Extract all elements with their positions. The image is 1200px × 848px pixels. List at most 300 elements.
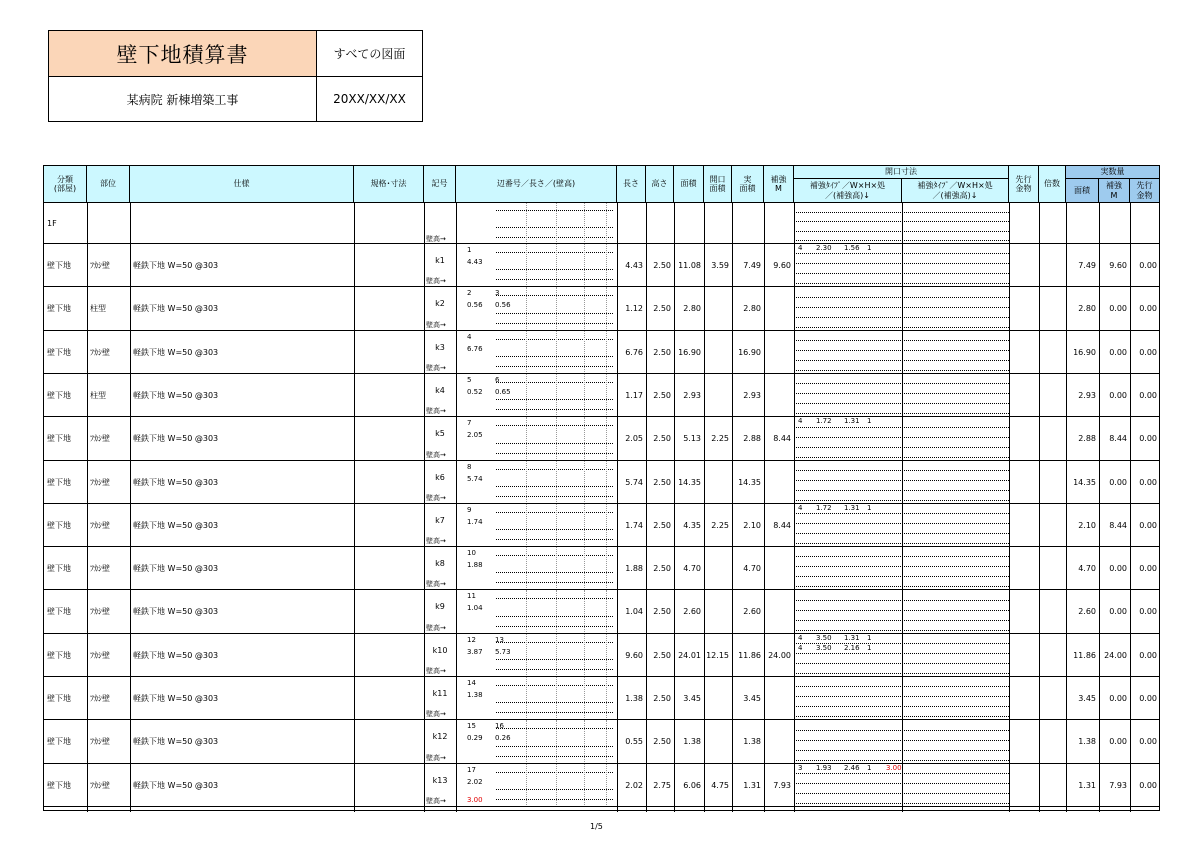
cell-hokyou: 8.44 xyxy=(773,520,791,530)
wall-height-label: 壁高→ xyxy=(426,407,446,415)
cell-kigou: k13 xyxy=(432,775,448,785)
dotted-line xyxy=(496,772,613,773)
dotted-divider xyxy=(556,720,557,762)
cell-j-menseki: 7.49 xyxy=(1078,260,1096,270)
cell-menseki: 6.06 xyxy=(683,780,701,790)
header-baisu: 倍数 xyxy=(1039,166,1066,203)
cell-shiyou: 軽鉄下地 W=50 @303 xyxy=(133,607,219,616)
opening-type: 4 xyxy=(798,504,803,512)
dotted-line xyxy=(794,350,1009,351)
opening-count: 1 xyxy=(867,504,872,512)
cell-hokyou xyxy=(764,677,794,719)
page-number: 1/5 xyxy=(590,822,603,831)
cell-kigou: k9 xyxy=(435,602,445,611)
cell-takasa: 2.50 xyxy=(653,260,671,270)
cell-kaikou-menseki: 12.15 xyxy=(706,650,729,660)
cell-jitsu-menseki: 16.90 xyxy=(738,347,761,357)
cell-menseki: 4.70 xyxy=(683,563,701,573)
dotted-line xyxy=(794,480,1009,481)
cell-jitsu-menseki: 2.60 xyxy=(743,607,761,616)
dotted-divider xyxy=(526,590,527,632)
dotted-line xyxy=(794,773,1009,774)
cell-j-senkou: 0.00 xyxy=(1139,693,1157,703)
opening-type: 4 xyxy=(798,634,803,642)
header-jitsu-menseki: 実 面積 xyxy=(732,166,764,203)
cell-kigou: k6 xyxy=(435,472,445,482)
edge-number: 7 xyxy=(467,419,472,427)
dotted-divider xyxy=(526,461,527,502)
wall-height-label: 壁高→ xyxy=(426,364,446,372)
cell-j-senkou: 0.00 xyxy=(1139,737,1157,746)
dotted-line xyxy=(794,706,1009,707)
dotted-line xyxy=(496,529,613,530)
cell-bunrui: 壁下地 xyxy=(47,390,71,400)
dotted-divider xyxy=(556,590,557,632)
cell-takasa: 2.50 xyxy=(653,563,671,573)
estimate-table xyxy=(43,165,1160,811)
dotted-line xyxy=(794,427,1009,428)
dotted-line xyxy=(794,253,1009,254)
cell-j-menseki: 2.80 xyxy=(1078,304,1096,313)
cell-j-senkou: 0.00 xyxy=(1139,477,1157,487)
dotted-divider xyxy=(584,504,585,545)
cell-j-menseki: 2.10 xyxy=(1078,520,1096,530)
dotted-line xyxy=(496,295,613,296)
dotted-line xyxy=(496,469,613,470)
edge-length: 5.73 xyxy=(495,648,511,656)
cell-shiyou: 軽鉄下地 W=50 @303 xyxy=(133,520,219,530)
cell-shiyou: 軽鉄下地 W=50 @303 xyxy=(133,737,219,746)
cell-hokyou xyxy=(764,720,794,763)
dotted-divider xyxy=(584,590,585,632)
cell-nagasa: 5.74 xyxy=(625,477,643,487)
opening-height: 1.31 xyxy=(844,417,860,425)
cell-bui: ﾌｶｼ壁 xyxy=(90,520,110,530)
edge-number: 9 xyxy=(467,506,472,514)
header-j-senkou: 先行 金物 xyxy=(1130,179,1160,203)
cell-j-hokyou: 0.00 xyxy=(1109,693,1127,703)
opening-type: 4 xyxy=(798,417,803,425)
dotted-line xyxy=(496,789,613,790)
dotted-divider xyxy=(526,547,527,588)
cell-j-menseki: 2.88 xyxy=(1078,434,1096,443)
dotted-line xyxy=(794,600,1009,601)
dotted-divider xyxy=(526,374,527,415)
cell-j-hokyou: 0.00 xyxy=(1109,304,1127,313)
opening-width: 2.30 xyxy=(816,244,832,252)
cell-kaikou-menseki: 3.59 xyxy=(711,260,729,270)
dotted-divider xyxy=(606,203,607,242)
cell-j-senkou: 0.00 xyxy=(1139,650,1157,660)
cell-kaikou-menseki: 2.25 xyxy=(711,434,729,443)
cell-shiyou: 軽鉄下地 W=50 @303 xyxy=(133,347,219,357)
dotted-line xyxy=(496,382,613,383)
cell-j-hokyou: 0.00 xyxy=(1109,347,1127,357)
cell-menseki: 11.08 xyxy=(678,260,701,270)
dotted-line xyxy=(794,750,1009,751)
dotted-line xyxy=(794,556,1009,557)
cell-bunrui: 壁下地 xyxy=(47,607,71,616)
dotted-line xyxy=(496,443,613,444)
dotted-line xyxy=(794,566,1009,567)
table-row xyxy=(44,547,1160,590)
dotted-divider xyxy=(556,374,557,415)
cell-kigou: k11 xyxy=(432,688,448,698)
cell-takasa: 2.50 xyxy=(653,520,671,530)
cell-hokyou xyxy=(764,287,794,330)
dotted-line xyxy=(496,486,613,487)
opening-count: 1 xyxy=(867,764,872,772)
edge-number: 5 xyxy=(467,376,472,384)
dotted-line xyxy=(496,512,613,513)
dotted-line xyxy=(496,598,613,599)
cell-j-menseki: 3.45 xyxy=(1078,693,1096,703)
dotted-line xyxy=(794,740,1009,741)
dotted-divider xyxy=(584,331,585,372)
cell-shiyou: 軽鉄下地 W=50 @303 xyxy=(133,693,219,703)
cell-shiyou: 軽鉄下地 W=50 @303 xyxy=(133,434,219,443)
dotted-divider xyxy=(606,634,607,675)
cell-kaikou-menseki xyxy=(704,677,732,719)
edge-length: 2.02 xyxy=(467,778,483,786)
dotted-divider xyxy=(526,331,527,372)
dotted-line xyxy=(496,539,613,540)
dotted-divider xyxy=(584,461,585,502)
opening-height: 2.46 xyxy=(844,764,860,772)
cell-bunrui: 壁下地 xyxy=(47,737,71,746)
cell-j-hokyou: 8.44 xyxy=(1109,434,1127,443)
dotted-line xyxy=(794,696,1009,697)
edge-length: 0.56 xyxy=(467,301,483,309)
cell-hokyou xyxy=(764,590,794,633)
opening-width: 3.50 xyxy=(816,644,832,652)
cell-j-hokyou: 8.44 xyxy=(1109,520,1127,530)
header-shiyou: 仕様 xyxy=(130,166,354,203)
edge-length: 0.65 xyxy=(495,388,511,396)
cell-nagasa: 1.74 xyxy=(625,520,643,530)
wall-height-label: 壁高→ xyxy=(426,797,446,805)
dotted-line xyxy=(794,263,1009,264)
header-kaikou-sunpou: 開口寸法 xyxy=(794,166,1009,179)
cell-bunrui: 壁下地 xyxy=(47,304,71,313)
edge-length: 2.05 xyxy=(467,431,483,439)
cell-jitsu-menseki: 7.49 xyxy=(743,260,761,270)
header-bunrui: 分類 (部屋) xyxy=(44,166,87,203)
dotted-line xyxy=(794,490,1009,491)
header-hokyou-type-1: 補強ﾀｲﾌﾟ／W×H×処 ／(補強高)↓ xyxy=(794,179,902,203)
dotted-divider xyxy=(556,461,557,502)
cell-hokyou: 7.93 xyxy=(773,780,791,790)
dotted-divider xyxy=(556,504,557,545)
edge-length: 1.04 xyxy=(467,604,483,612)
floor-label: 1F xyxy=(47,218,57,228)
cell-j-senkou: 0.00 xyxy=(1139,607,1157,616)
dotted-line xyxy=(496,582,613,583)
header-hen: 辺番号／長さ／(壁高) xyxy=(456,166,617,203)
cell-j-hokyou: 24.00 xyxy=(1104,650,1127,660)
cell-bui: ﾌｶｼ壁 xyxy=(90,563,110,573)
cell-kaikou-menseki xyxy=(704,331,732,373)
dotted-divider xyxy=(556,203,557,242)
cell-kigou: k12 xyxy=(432,732,448,741)
floor-row xyxy=(44,203,1160,244)
cell-jitsu-menseki: 11.86 xyxy=(738,650,761,660)
header-hokyou: 補強 M xyxy=(764,166,794,203)
cell-j-senkou: 0.00 xyxy=(1139,563,1157,573)
table-row xyxy=(44,504,1160,547)
cell-jitsu-menseki: 1.31 xyxy=(743,780,761,790)
edge-length: 3.87 xyxy=(467,648,483,656)
edge-number: 16 xyxy=(495,722,504,730)
dotted-line xyxy=(794,273,1009,274)
dotted-line xyxy=(794,730,1009,731)
edge-length: 0.52 xyxy=(467,388,483,396)
cell-hokyou xyxy=(764,331,794,373)
cell-bunrui: 壁下地 xyxy=(47,477,71,487)
cell-hokyou: 24.00 xyxy=(768,650,791,660)
opening-width: 1.72 xyxy=(816,504,832,512)
table-row xyxy=(44,331,1160,374)
cell-bunrui: 壁下地 xyxy=(47,347,71,357)
edge-length: 1.74 xyxy=(467,518,483,526)
cell-hokyou xyxy=(764,547,794,589)
cell-kigou: k10 xyxy=(432,645,448,655)
cell-jitsu-menseki: 14.35 xyxy=(738,477,761,487)
cell-nagasa: 2.05 xyxy=(625,434,643,443)
dotted-line xyxy=(496,702,613,703)
table-row xyxy=(44,764,1160,807)
wall-height-label: 壁高→ xyxy=(426,235,446,243)
dotted-divider xyxy=(584,417,585,459)
dotted-line xyxy=(496,626,613,627)
edge-length: 1.38 xyxy=(467,691,483,699)
cell-shiyou: 軽鉄下地 W=50 @303 xyxy=(133,563,219,573)
cell-menseki: 24.01 xyxy=(678,650,701,660)
dotted-line xyxy=(794,413,1009,414)
cell-j-menseki: 1.31 xyxy=(1078,780,1096,790)
opening-type: 4 xyxy=(798,244,803,252)
cell-nagasa: 1.88 xyxy=(625,563,643,573)
dotted-divider xyxy=(584,287,585,329)
table-row xyxy=(44,677,1160,720)
dotted-line xyxy=(794,673,1009,674)
cell-nagasa: 4.43 xyxy=(625,260,643,270)
header-jissuuryou: 実数量 xyxy=(1066,166,1160,179)
cell-jitsu-menseki: 1.38 xyxy=(743,737,761,746)
cell-menseki: 3.45 xyxy=(683,693,701,703)
dotted-divider xyxy=(556,634,557,675)
header-kaikou-menseki: 開口 面積 xyxy=(704,166,732,203)
cell-shiyou: 軽鉄下地 W=50 @303 xyxy=(133,390,219,400)
dotted-line xyxy=(794,240,1009,241)
wall-height-label: 壁高→ xyxy=(426,451,446,459)
dotted-divider xyxy=(584,374,585,415)
dotted-divider xyxy=(556,547,557,588)
dotted-line xyxy=(496,669,613,670)
dotted-divider xyxy=(606,547,607,588)
header-j-menseki: 面積 xyxy=(1066,179,1099,203)
dotted-line xyxy=(794,543,1009,544)
dotted-line xyxy=(496,323,613,324)
dotted-line xyxy=(496,252,613,253)
cell-kaikou-menseki xyxy=(704,287,732,330)
cell-kaikou-menseki xyxy=(704,547,732,589)
wall-height-label: 壁高→ xyxy=(426,494,446,502)
dotted-divider xyxy=(606,504,607,545)
cell-menseki: 2.80 xyxy=(683,304,701,313)
wall-height-label: 壁高→ xyxy=(426,710,446,718)
dotted-divider xyxy=(606,244,607,285)
dotted-line xyxy=(794,513,1009,514)
dotted-divider xyxy=(526,720,527,762)
table-row xyxy=(44,634,1160,677)
cell-bunrui: 壁下地 xyxy=(47,650,71,660)
dotted-line xyxy=(496,756,613,757)
dotted-line xyxy=(794,283,1009,284)
dotted-line xyxy=(496,210,613,211)
edge-number: 2 xyxy=(467,289,472,297)
cell-hokyou xyxy=(764,461,794,503)
dotted-divider xyxy=(606,590,607,632)
cell-nagasa: 0.55 xyxy=(625,737,643,746)
dotted-divider xyxy=(556,287,557,329)
table-row xyxy=(44,720,1160,764)
cell-takasa: 2.50 xyxy=(653,347,671,357)
cell-bui: ﾌｶｼ壁 xyxy=(90,477,110,487)
cell-jitsu-menseki: 3.45 xyxy=(743,693,761,703)
dotted-line xyxy=(794,630,1009,631)
dotted-line xyxy=(794,576,1009,577)
opening-count: 1 xyxy=(867,417,872,425)
dotted-line xyxy=(794,231,1009,232)
cell-menseki: 1.38 xyxy=(683,737,701,746)
header-takasa: 高さ xyxy=(646,166,674,203)
wall-height-label: 壁高→ xyxy=(426,624,446,632)
cell-nagasa: 6.76 xyxy=(625,347,643,357)
cell-shiyou: 軽鉄下地 W=50 @303 xyxy=(133,260,219,270)
dotted-line xyxy=(794,523,1009,524)
edge-length: 0.56 xyxy=(495,301,511,309)
cell-hokyou: 9.60 xyxy=(773,260,791,270)
cell-menseki: 16.90 xyxy=(678,347,701,357)
dotted-line xyxy=(794,470,1009,471)
dotted-divider xyxy=(556,764,557,805)
dotted-divider xyxy=(606,720,607,762)
opening-height: 1.31 xyxy=(844,634,860,642)
table-row xyxy=(44,374,1160,417)
cell-kigou: k1 xyxy=(435,255,445,265)
dotted-divider xyxy=(584,720,585,762)
edge-number: 14 xyxy=(467,679,476,687)
cell-j-hokyou: 9.60 xyxy=(1109,260,1127,270)
dotted-divider xyxy=(556,331,557,372)
dotted-line xyxy=(794,586,1009,587)
cell-bui: ﾌｶｼ壁 xyxy=(90,737,110,746)
dotted-line xyxy=(496,269,613,270)
document-header xyxy=(48,30,423,122)
wall-height-label: 壁高→ xyxy=(426,321,446,329)
dotted-line xyxy=(496,313,613,314)
cell-j-senkou: 0.00 xyxy=(1139,520,1157,530)
edge-length: 5.74 xyxy=(467,475,483,483)
cell-takasa: 2.50 xyxy=(653,390,671,400)
cell-kigou: k2 xyxy=(435,299,445,308)
dotted-line xyxy=(496,356,613,357)
dotted-divider xyxy=(526,203,527,242)
cell-menseki: 4.35 xyxy=(683,520,701,530)
dotted-line xyxy=(794,686,1009,687)
cell-nagasa: 1.04 xyxy=(625,607,643,616)
edge-number: 13 xyxy=(495,636,504,644)
dotted-divider xyxy=(556,677,557,718)
header-hokyou-type-2: 補強ﾀｲﾌﾟ／W×H×処 ／(補強高)↓ xyxy=(902,179,1009,203)
opening-type: 3 xyxy=(798,764,803,772)
cell-shiyou: 軽鉄下地 W=50 @303 xyxy=(133,650,219,660)
cell-j-hokyou: 0.00 xyxy=(1109,390,1127,400)
dotted-divider xyxy=(526,764,527,805)
cell-bui: 柱型 xyxy=(90,390,106,400)
opening-height: 2.16 xyxy=(844,644,860,652)
cell-bui: ﾌｶｼ壁 xyxy=(90,347,110,357)
cell-kigou: k5 xyxy=(435,429,445,438)
wall-height-label: 壁高→ xyxy=(426,580,446,588)
cell-kaikou-menseki xyxy=(704,590,732,633)
dotted-line xyxy=(496,616,613,617)
cell-j-menseki: 2.93 xyxy=(1078,390,1096,400)
header-menseki: 面積 xyxy=(674,166,704,203)
edge-number: 12 xyxy=(467,636,476,644)
wall-height-label: 壁高→ xyxy=(426,537,446,545)
dotted-line xyxy=(496,659,613,660)
edge-number: 1 xyxy=(467,246,472,254)
opening-count: 1 xyxy=(867,634,872,642)
edge-length: 1.88 xyxy=(467,561,483,569)
dotted-line xyxy=(496,746,613,747)
cell-menseki: 14.35 xyxy=(678,477,701,487)
wall-height-value: 3.00 xyxy=(467,796,483,804)
dotted-line xyxy=(794,437,1009,438)
cell-bui: ﾌｶｼ壁 xyxy=(90,607,110,616)
cell-j-senkou: 0.00 xyxy=(1139,347,1157,357)
wall-height-label: 壁高→ xyxy=(426,277,446,285)
cell-jitsu-menseki: 2.80 xyxy=(743,304,761,313)
dotted-line xyxy=(794,447,1009,448)
cell-nagasa: 1.12 xyxy=(625,304,643,313)
dotted-line xyxy=(496,642,613,643)
cell-takasa: 2.50 xyxy=(653,304,671,313)
cell-j-hokyou: 0.00 xyxy=(1109,607,1127,616)
dotted-divider xyxy=(606,374,607,415)
cell-kigou: k7 xyxy=(435,515,445,525)
edge-number: 8 xyxy=(467,463,472,471)
header-senkou: 先行 金物 xyxy=(1009,166,1039,203)
dotted-divider xyxy=(584,764,585,805)
opening-width: 3.50 xyxy=(816,634,832,642)
dotted-line xyxy=(496,425,613,426)
cell-takasa: 2.50 xyxy=(653,434,671,443)
dotted-line xyxy=(794,793,1009,794)
edge-number: 15 xyxy=(467,722,476,730)
dotted-line xyxy=(496,685,613,686)
cell-kigou: k8 xyxy=(435,558,445,568)
dotted-divider xyxy=(606,764,607,805)
cell-shiyou: 軽鉄下地 W=50 @303 xyxy=(133,780,219,790)
cell-nagasa: 1.17 xyxy=(625,390,643,400)
cell-hokyou xyxy=(764,374,794,416)
header-kikaku: 規格･寸法 xyxy=(354,166,424,203)
dotted-divider xyxy=(606,331,607,372)
dotted-line xyxy=(794,221,1009,222)
